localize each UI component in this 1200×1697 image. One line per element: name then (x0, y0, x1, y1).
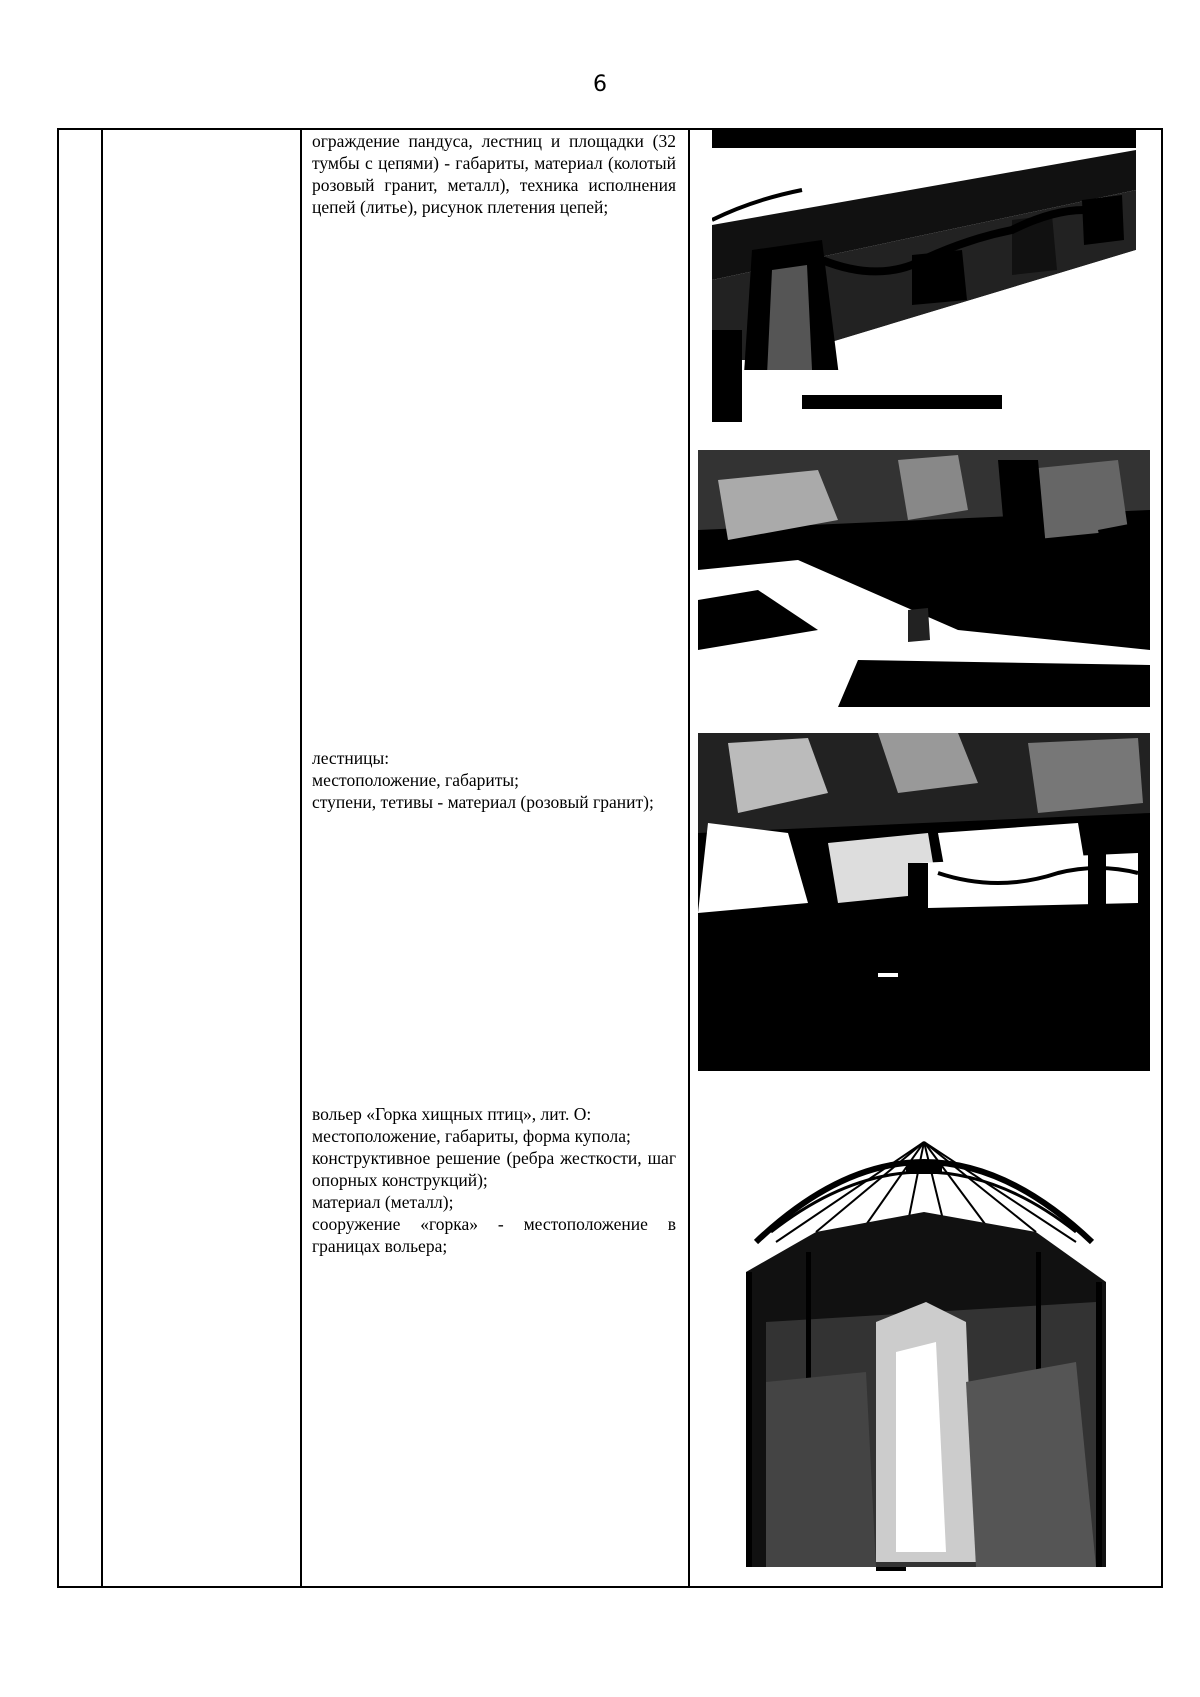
text-line: сооружение «горка» - местоположение в границах вольера; (312, 1214, 676, 1256)
text-line: конструктивное решение (ребра жесткости, шаг опорных конструкций); (312, 1148, 676, 1190)
text-line: лестницы: (312, 748, 390, 768)
text-line: материал (металл); (312, 1192, 454, 1212)
column-divider-3 (688, 128, 690, 1588)
photo-aviary-dome-with-rock-icon (736, 1122, 1112, 1577)
photo-stairs-with-chain-fence-icon (698, 733, 1150, 1071)
column-divider-1 (101, 128, 103, 1588)
column-divider-2 (300, 128, 302, 1588)
text-line: местоположение, габариты; (312, 770, 520, 790)
text-line: ступени, тетивы - материал (розовый гранит); (312, 792, 654, 812)
text-line: ограждение пандуса, лестниц и площадки (32 тумбы с цепями) - габариты, материал (колотый розовый гранит, металл), техника исполнения цепей (литье), рисунок плетения цепей; (312, 131, 676, 217)
text-line: вольер «Горка хищных птиц», лит. О: (312, 1104, 592, 1124)
page-number: 6 (593, 72, 607, 97)
photo-park-path-with-posts-icon (698, 450, 1150, 707)
photo-granite-posts-with-chains-icon (712, 130, 1136, 422)
text-line: местоположение, габариты, форма купола; (312, 1126, 631, 1146)
text-stairs-description (312, 747, 676, 813)
text-fence-description (312, 130, 676, 218)
text-aviary-description (312, 1103, 676, 1257)
